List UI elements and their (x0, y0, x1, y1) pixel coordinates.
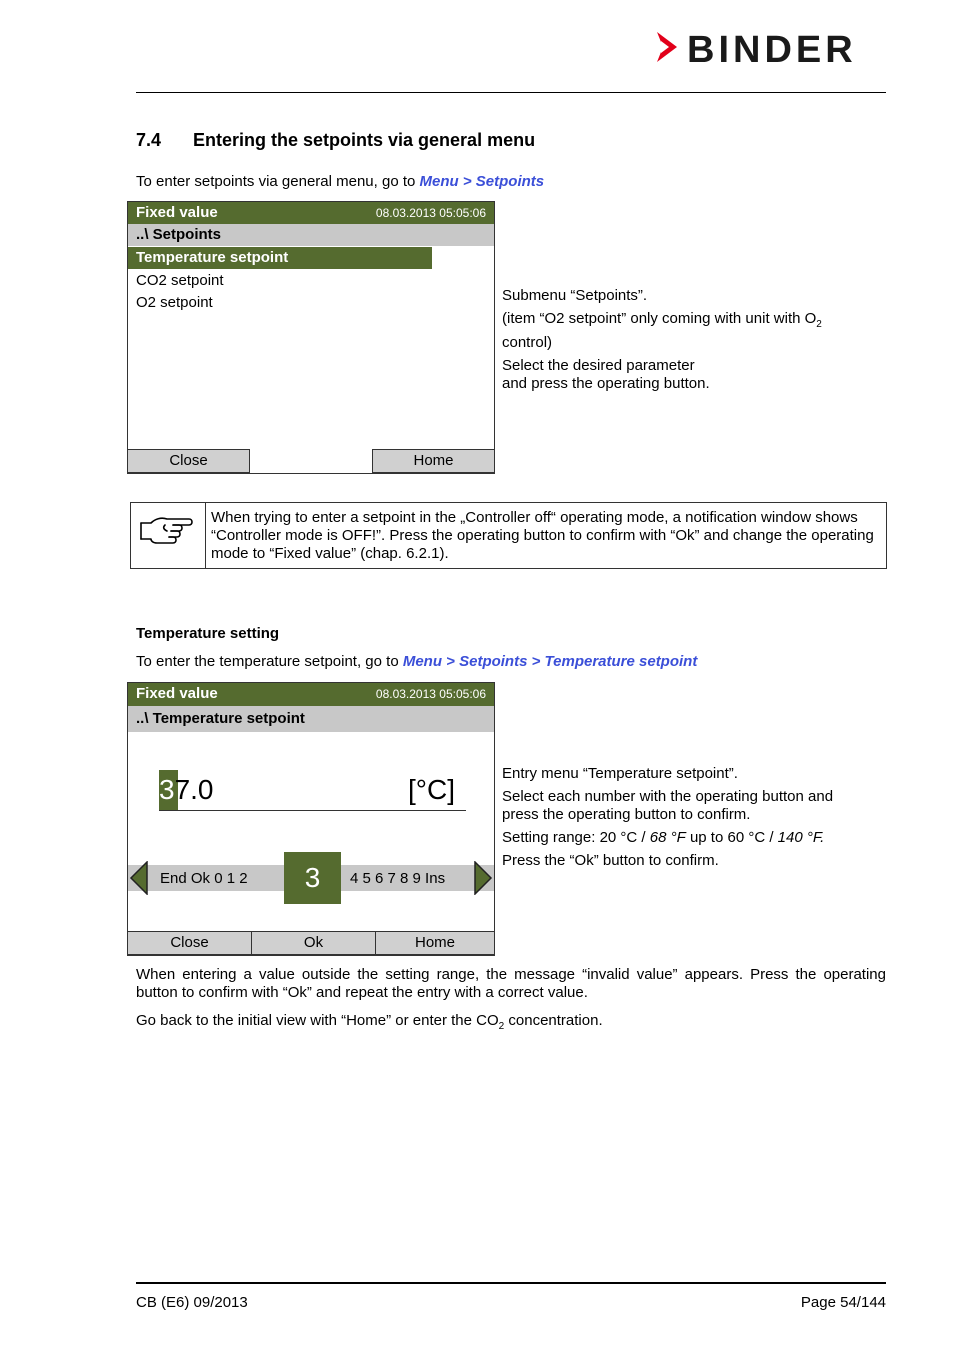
footer-page-number: Page 54/144 (800, 1294, 886, 1311)
intro-paragraph (136, 173, 544, 191)
close-button[interactable]: Close (127, 931, 252, 955)
unit-label: [°C] (408, 774, 455, 805)
menu-item-o2-setpoint[interactable]: O2 setpoint (136, 294, 213, 311)
status-bar (128, 202, 494, 224)
status-bar (128, 683, 494, 706)
go-back-paragraph (136, 1012, 603, 1036)
setpoint-value (159, 771, 214, 809)
go-back-text: Go back to the initial view with “Home” or enter the CO (136, 1012, 499, 1029)
menu-item-co2-setpoint[interactable]: CO2 setpoint (136, 272, 224, 289)
desc-line: and press the operating button. (502, 375, 710, 392)
desc-text: Setting range: 20 °C / (502, 829, 650, 846)
close-button[interactable]: Close (127, 449, 250, 473)
section-title: Entering the setpoints via general menu (193, 130, 536, 150)
desc-line: control) (502, 334, 553, 351)
keys-right[interactable]: 4 5 6 7 8 9 Ins (350, 870, 446, 887)
value-rest: 7.0 (174, 774, 214, 805)
subscript: 2 (816, 319, 822, 330)
desc-line: Press the “Ok” button to confirm. (502, 852, 719, 869)
menu-item-temperature-setpoint[interactable] (128, 247, 432, 269)
desc-line: Select the desired parameter (502, 357, 695, 374)
desc-line: press the operating button to confirm. (502, 806, 751, 823)
note-icon-cell (131, 503, 206, 568)
keys-left[interactable]: End Ok 0 1 2 (160, 870, 248, 887)
timestamp: 08.03.2013 05:05:06 (375, 687, 486, 701)
temperature-setting-heading: Temperature setting (136, 625, 280, 642)
desc-line (502, 310, 822, 334)
desc-text: up to 60 °C / (685, 829, 778, 846)
note-box (130, 502, 887, 569)
logo-mark-icon (655, 30, 683, 68)
home-button[interactable]: Home (372, 449, 495, 473)
value-underline (159, 810, 466, 811)
desc-text-italic: 140 °F. (777, 829, 825, 846)
invalid-value-paragraph: When entering a value outside the setting range, the message “invalid value” appears. Press the operating button to confirm with “Ok” and repeat the entry with a correct value. (136, 966, 886, 1001)
temperature-setting-text: To enter the temperature setpoint, go to (136, 653, 403, 670)
section-number: 7.4 (136, 130, 162, 150)
subscript: 2 (498, 1021, 505, 1032)
timestamp: 08.03.2013 05:05:06 (375, 206, 486, 220)
note-text: When trying to enter a setpoint in the „Controller off“ operating mode, a notification window shows “Controller mode is OFF!”. Press the operating button to confirm with “Ok” and change the operating mode to “Fixed value” (chap. 6.2.1). (211, 509, 874, 562)
intro-text: To enter setpoints via general menu, go to (136, 173, 420, 190)
menu-item-label: Temperature setpoint (136, 249, 289, 266)
breadcrumb-text: ..\ Setpoints (136, 226, 222, 243)
arrow-left-icon[interactable] (129, 861, 149, 895)
desc-line: Select each number with the operating button and (502, 788, 834, 805)
home-button[interactable]: Home (375, 931, 495, 955)
intro-link[interactable]: Menu > Setpoints (419, 173, 545, 190)
mode-label: Fixed value (136, 685, 218, 702)
screen1-description (502, 287, 822, 393)
screen2-description (502, 765, 833, 870)
header-divider (136, 92, 886, 93)
desc-line (502, 829, 833, 847)
breadcrumb (128, 706, 494, 732)
selected-key[interactable]: 3 (284, 852, 341, 904)
brand-name: BINDER (687, 29, 857, 71)
pointing-hand-icon (137, 513, 197, 553)
arrow-right-icon[interactable] (473, 861, 493, 895)
breadcrumb (128, 224, 494, 246)
active-digit: 3 (159, 774, 175, 805)
setpoints-screen (127, 201, 495, 474)
go-back-text: concentration. (504, 1012, 603, 1029)
footer-doc-id: CB (E6) 09/2013 (136, 1294, 248, 1311)
desc-text-italic: 68 °F (649, 829, 686, 846)
section-heading (136, 130, 535, 151)
breadcrumb-text: ..\ Temperature setpoint (136, 710, 305, 727)
ok-button[interactable]: Ok (251, 931, 376, 955)
binder-logo (655, 30, 887, 70)
footer-divider (136, 1282, 886, 1284)
temperature-entry-screen (127, 682, 495, 956)
desc-line: Submenu “Setpoints”. (502, 287, 648, 304)
desc-line: Entry menu “Temperature setpoint”. (502, 765, 738, 782)
temperature-setting-paragraph (136, 653, 697, 671)
desc-text: (item “O2 setpoint” only coming with unit with O (502, 310, 817, 327)
temperature-setpoint-link[interactable]: Menu > Setpoints > Temperature setpoint (402, 653, 698, 670)
mode-label: Fixed value (136, 204, 218, 221)
